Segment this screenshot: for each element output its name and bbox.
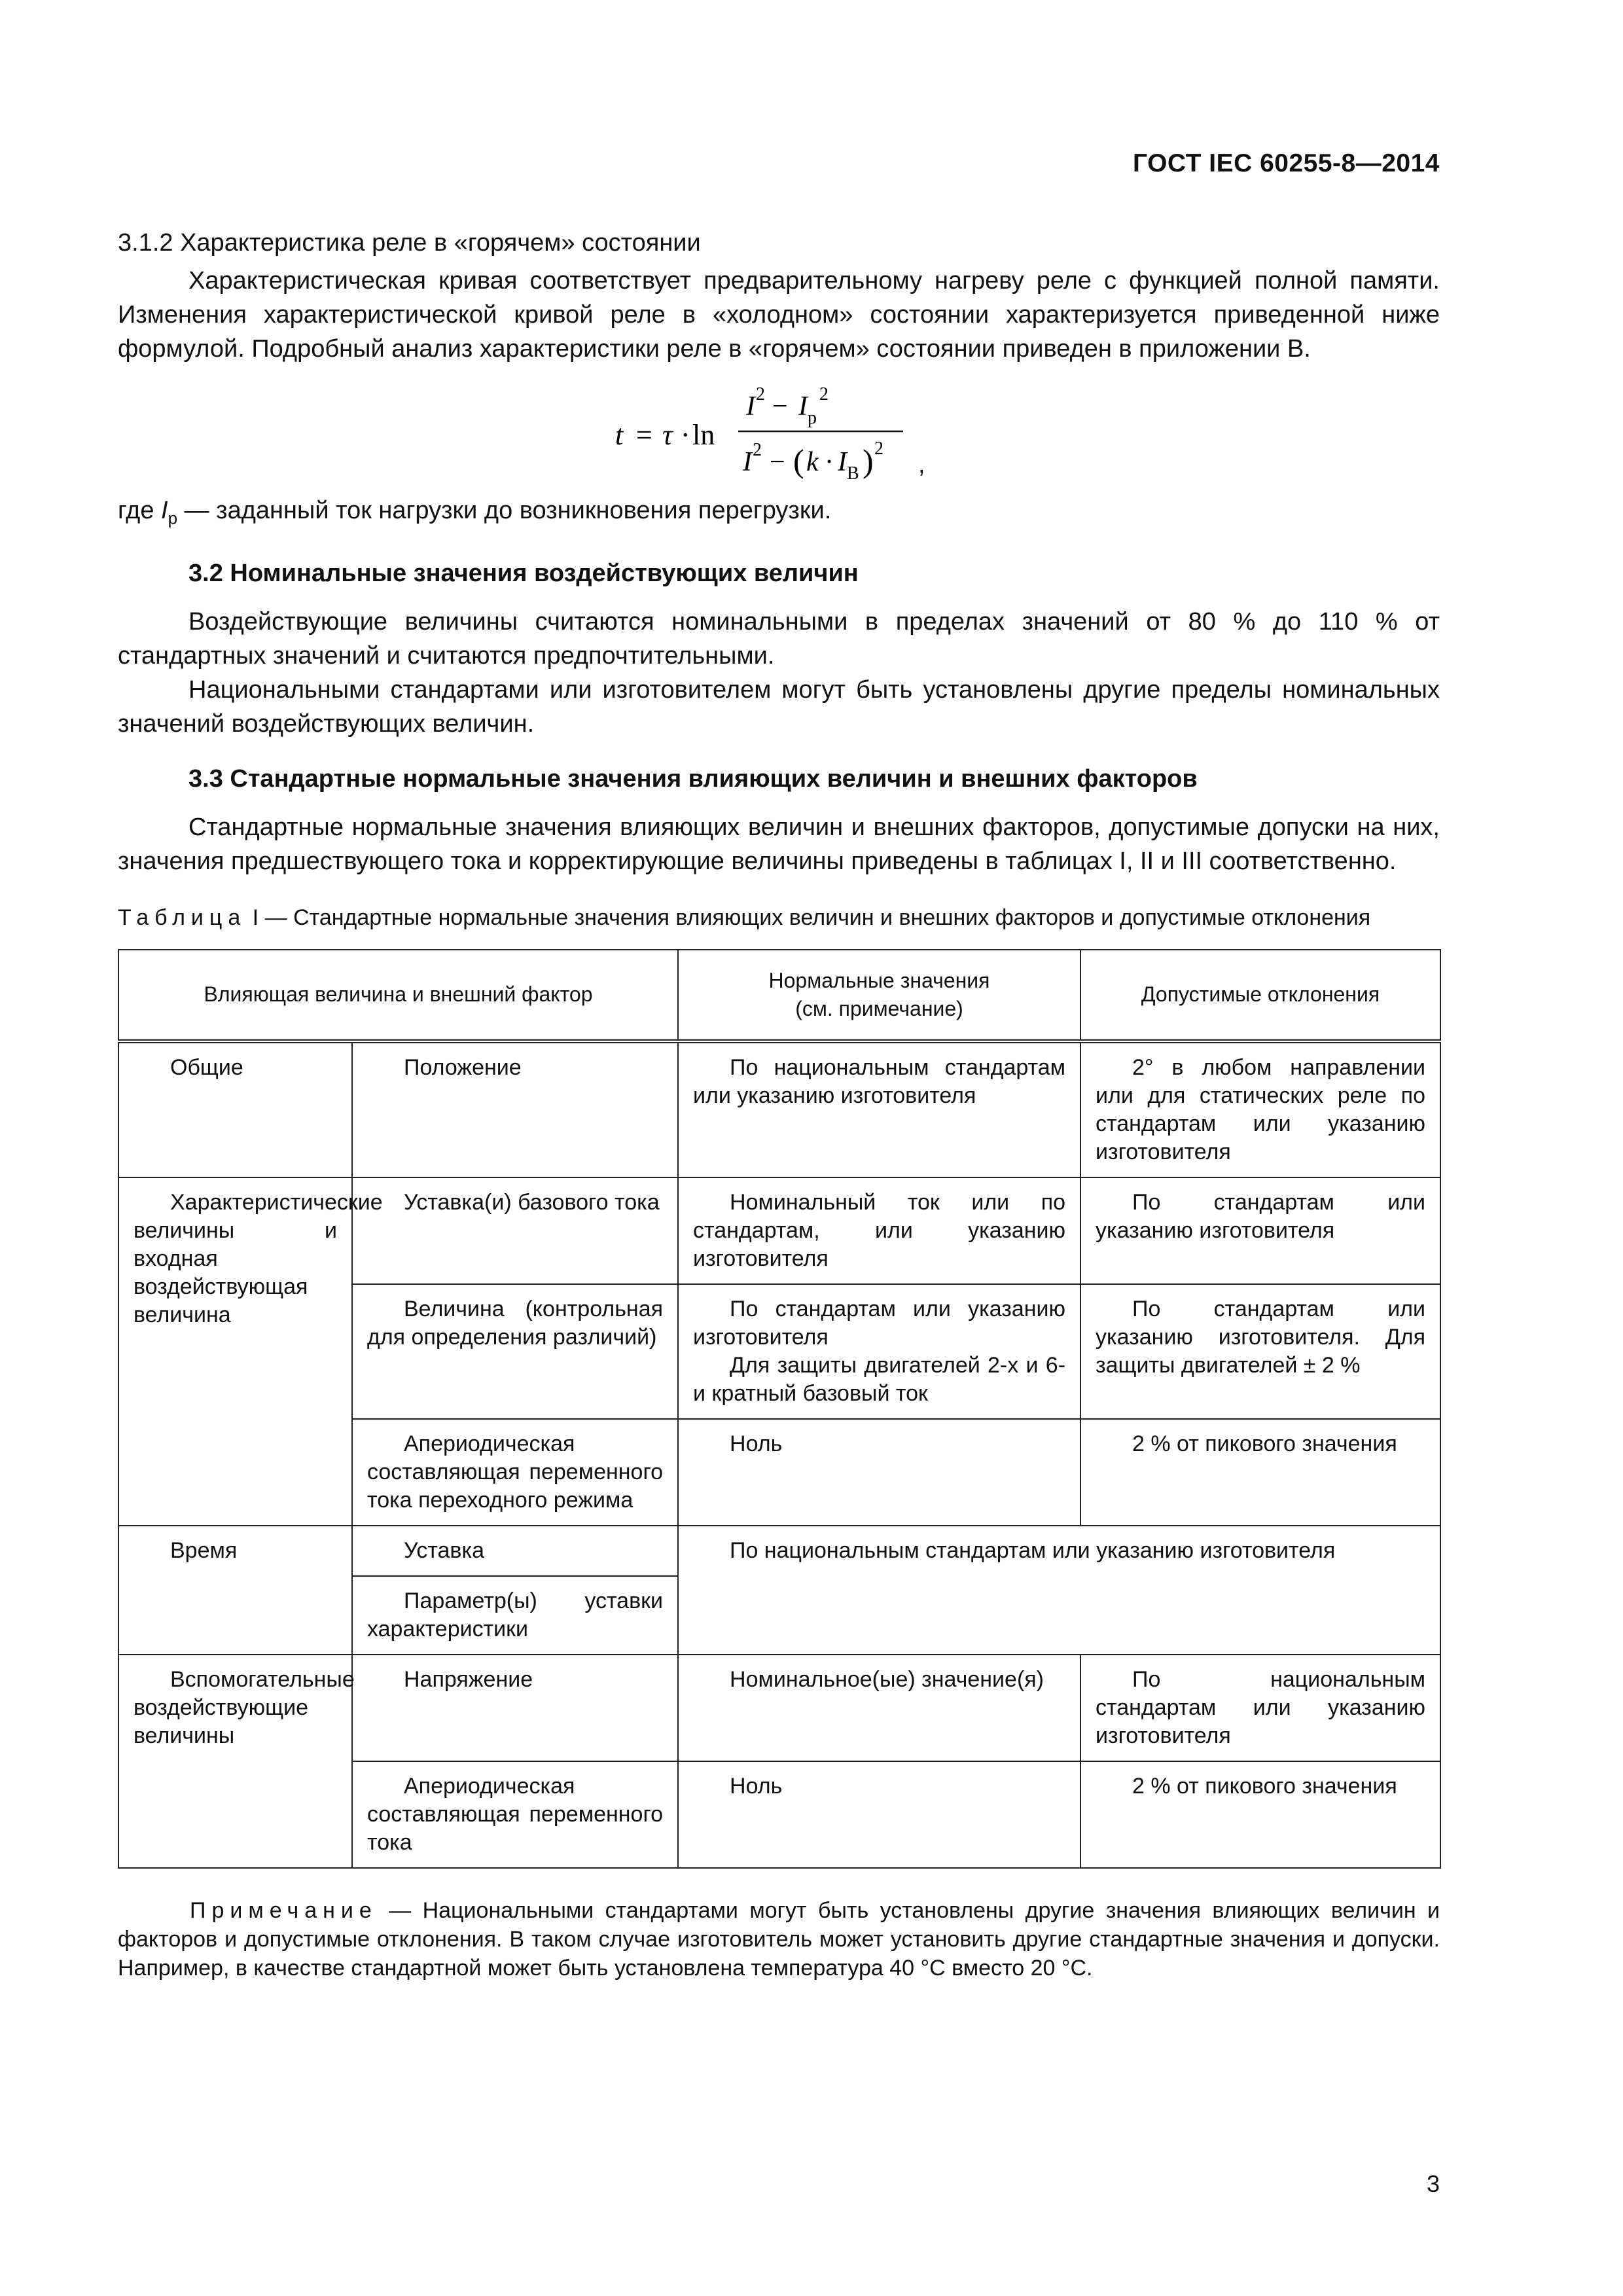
group-general: Общие [118,1041,352,1177]
cell-position-normal: По национальным стандартам или указанию изготовителя [678,1041,1080,1177]
document-page [118,0,1440,2296]
formula-dot: · [681,419,690,451]
where-subscript: p [168,508,178,528]
table-row [118,1655,1440,1761]
header-normal-values [678,950,1080,1041]
formula-den-IB: I [838,447,847,477]
paragraph-3-2-a: Воздействующие величины считаются номинальными в пределах значений от 80 % до 110 % от стандартных значений и считаются предпочтительными. [118,607,1440,670]
cell-aperiodic-transient: Апериодическая составляющая переменного тока переходного режима [352,1419,678,1526]
cell-voltage: Напряжение [352,1655,678,1761]
formula-den-minus: − [770,447,785,477]
where-symbol: I [161,497,168,524]
formula-den-exp: 2 [753,440,762,460]
header-tolerance: Допустимые отклонения [1080,950,1440,1041]
formula-num-exp2: 2 [819,384,829,404]
formula-equals: = [636,419,652,451]
formula-den-open: ( [793,442,804,479]
page-number: 3 [1426,2170,1440,2197]
formula [615,372,929,490]
note-text: — Национальными стандартами могут быть установлены другие значения влияющих величин и факторов и допустимые отклонения. В таком случае изготовитель может установить другие стандартные значения и допуски. Например, в качестве стандартной может быть установлена температура 40 °С вместо 20 °С. [118,1897,1440,1981]
table-caption-text: I — Стандартные нормальные значения влияющих величин и внешних факторов и допустимые отклонения [246,905,1371,930]
formula-block [118,372,1440,493]
document-code-header: ГОСТ IEC 60255-8—2014 [1132,149,1440,177]
formula-ln: ln [692,419,715,451]
cell-setpoint-base: Уставка(и) базового тока [352,1177,678,1284]
formula-den-close: ) [863,442,874,479]
paragraph-3-1-2: Характеристическая кривая соответствует предварительному нагреву реле с функцией полной памяти. Изменения характеристической кривой реле в «холодном» состоянии характеризуется приведенной ниже формулой. Подробный анализ характеристики реле в «горячем» состоянии приведен в приложении В. [118,267,1440,363]
paragraph-3-2-b: Национальными стандартами или изготовителем могут быть установлены другие пределы номинальных значений воздействующих величин. [118,675,1440,738]
header-normal-line1: Нормальные значения [768,968,990,992]
formula-num-I: I [746,391,755,422]
formula-den-sub-B: B [847,463,859,484]
table-header-row [118,950,1440,1041]
formula-t: t [615,419,624,451]
cell-time-params: Параметр(ы) уставки характеристики [352,1576,678,1655]
formula-den-I: I [743,447,752,477]
cell-voltage-normal: Номинальное(ые) значение(я) [678,1655,1080,1761]
formula-den-dot: · [825,447,834,477]
cell-magnitude: Величина (контрольная для определения различий) [352,1284,678,1419]
cell-magnitude-tol: По стандартам или указанию изготовителя. Для защиты двигателей ± 2 % [1080,1284,1440,1419]
table-row [118,1177,1440,1284]
formula-den-k: k [806,447,819,477]
header-normal-line2: (см. примечание) [795,996,963,1020]
header-factor: Влияющая величина и внешний фактор [118,950,678,1041]
cell-position: Положение [352,1041,678,1177]
section-heading-3-3: 3.3 Стандартные нормальные значения влияющих величин и внешних факторов [188,764,1198,793]
cell-time-normal: По национальным стандартам или указанию изготовителя [678,1526,1440,1655]
cell-position-tol: 2° в любом направлении или для статических реле по стандартам или указанию изготовителя [1080,1041,1440,1177]
standard-values-table [118,949,1441,1869]
formula-num-sub-p: p [808,408,817,428]
formula-tau: τ [662,419,673,451]
formula-num-exp: 2 [756,384,765,404]
cell-aperiodic-ac-tol: 2 % от пикового значения [1080,1761,1440,1868]
table-caption-word: Таблица [118,905,247,930]
cell-aperiodic-ac: Апериодическая составляющая переменного тока [352,1761,678,1868]
cell-setpoint-base-normal: Номинальный ток или по стандартам, или указанию изготовителя [678,1177,1080,1284]
formula-comma: , [918,451,925,478]
body-text [118,226,1440,1982]
group-time: Время [118,1526,352,1655]
where-prefix: где [118,497,162,524]
subsection-heading-3-1-2: 3.1.2 Характеристика реле в «горячем» состоянии [118,229,701,257]
formula-num-Ip: I [798,391,808,422]
formula-num-minus: − [772,391,788,422]
table-note [118,1896,1440,1982]
cell-aperiodic-transient-tol: 2 % от пикового значения [1080,1419,1440,1526]
where-text: — заданный ток нагрузки до возникновения перегрузки. [177,497,832,524]
cell-voltage-tol: По национальным стандартам или указанию изготовителя [1080,1655,1440,1761]
paragraph-3-3: Стандартные нормальные значения влияющих величин и внешних факторов, допустимые допуски на них, значения предшествующего тока и корректирующие величины приведены в таблицах I, II и III соответственно. [118,813,1440,875]
table-caption [118,903,1440,932]
cell-time-setpoint: Уставка [352,1526,678,1576]
cell-setpoint-base-tol: По стандартам или указанию изготовителя [1080,1177,1440,1284]
cell-magnitude-normal: По стандартам или указанию изготовителя Для защиты двигателей 2-х и 6-и кратный базовый ток [678,1284,1080,1419]
table-row [118,1041,1440,1177]
note-word: Примечание [190,1897,378,1923]
group-characteristic: Характеристические величины и входная воздействующая величина [118,1177,352,1526]
section-heading-3-2: 3.2 Номинальные значения воздействующих величин [188,559,859,587]
cell-aperiodic-ac-normal: Ноль [678,1761,1080,1868]
table-row [118,1526,1440,1576]
group-auxiliary: Вспомогательные воздействующие величины [118,1655,352,1868]
cell-aperiodic-transient-normal: Ноль [678,1419,1080,1526]
formula-den-exp2: 2 [874,439,883,459]
formula-where-line [118,493,1440,535]
